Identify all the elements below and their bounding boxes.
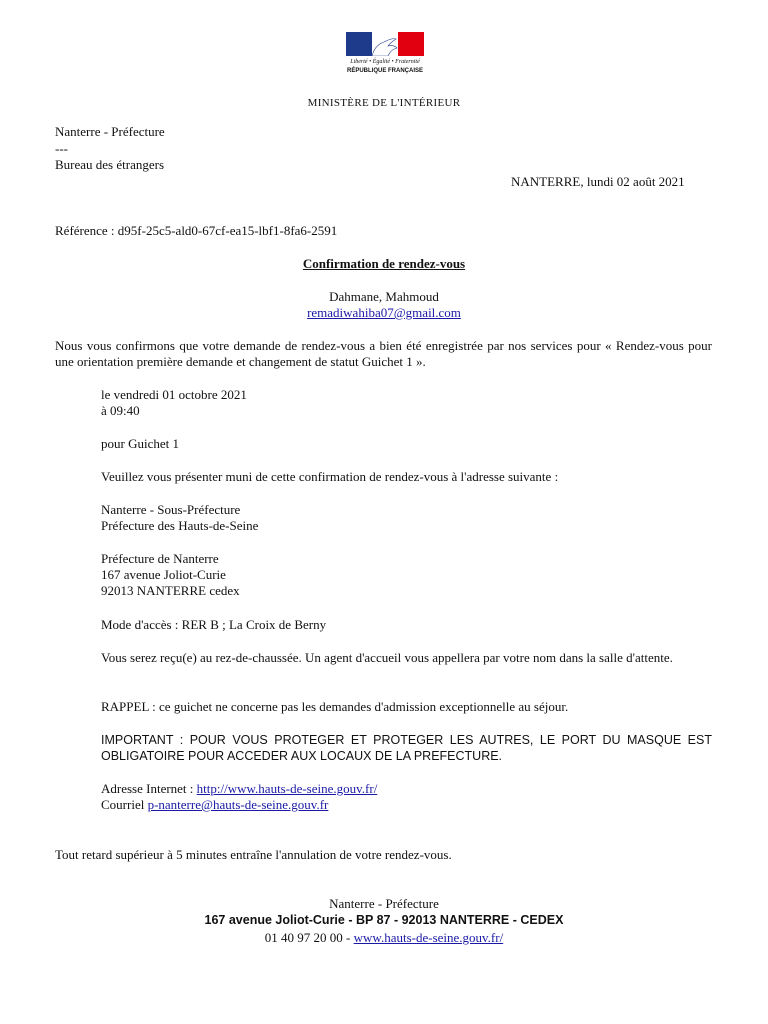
rappel-notice: RAPPEL : ce guichet ne concerne pas les demandes d'admission exceptionnelle au séjour.	[101, 699, 569, 714]
present-instruction: Veuillez vous présenter muni de cette confirmation de rendez-vous à l'adresse suivante :	[101, 469, 559, 484]
date-line: NANTERRE, lundi 02 août 2021	[511, 174, 685, 189]
reception-paragraph: Vous serez reçu(e) au rez-de-chaussée. Un agent d'accueil vous appellera par votre nom dans la salle d'attente.	[101, 650, 673, 665]
important-notice: IMPORTANT : POUR VOUS PROTEGER ET PROTEGER LES AUTRES, LE PORT DU MASQUE EST OBLIGATOIRE POUR ACCEDER AUX LOCAUX DE LA PREFECTURE.	[101, 733, 712, 763]
courriel-line	[101, 797, 328, 813]
access-info: Mode d'accès : RER B ; La Croix de Berny	[101, 617, 327, 632]
tricolor-flag	[346, 32, 424, 56]
sender-line-2: ---	[55, 141, 68, 156]
internet-line	[101, 781, 377, 797]
footer-contact	[0, 930, 768, 946]
address-line-3: 92013 NANTERRE cedex	[101, 583, 240, 598]
reference: Référence : d95f-25c5-ald0-67cf-ea15-lbf1-8fa6-2591	[55, 223, 338, 238]
marianne-logo	[344, 32, 426, 82]
place-line-1: Nanterre - Sous-Préfecture	[101, 502, 241, 517]
courriel-label: Courriel	[101, 797, 148, 812]
recipient-name: Dahmane, Mahmoud	[329, 289, 439, 304]
footer-line-1: Nanterre - Préfecture	[329, 896, 439, 911]
footer-phone: 01 40 97 20 00 -	[264, 930, 354, 945]
ministere-title: MINISTÈRE DE L'INTÉRIEUR	[307, 97, 461, 109]
sender-line-1: Nanterre - Préfecture	[55, 124, 165, 139]
marianne-profile-icon	[366, 34, 406, 56]
internet-link[interactable]: http://www.hauts-de-seine.gouv.fr/	[196, 781, 378, 796]
appointment-guichet: pour Guichet 1	[101, 436, 179, 451]
recipient-email-link[interactable]: remadiwahiba07@gmail.com	[307, 305, 461, 320]
document-title: Confirmation de rendez-vous	[302, 256, 466, 271]
intro-paragraph: Nous vous confirmons que votre demande de rendez-vous a bien été enregistrée par nos services pour « Rendez-vous pour une orientation première demande et changement de statut Guichet 1 ».	[55, 338, 712, 369]
retard-notice: Tout retard supérieur à 5 minutes entraîne l'annulation de votre rendez-vous.	[55, 847, 452, 862]
footer-address: 167 avenue Joliot-Curie - BP 87 - 92013 NANTERRE - CEDEX	[204, 913, 564, 927]
appointment-time: à 09:40	[101, 403, 140, 418]
sender-line-3: Bureau des étrangers	[55, 157, 165, 172]
logo-republique: RÉPUBLIQUE FRANÇAISE	[346, 68, 423, 74]
address-line-1: Préfecture de Nanterre	[101, 551, 219, 566]
place-line-2: Préfecture des Hauts-de-Seine	[101, 518, 259, 533]
logo-motto: Liberté • Égalité • Fraternité	[350, 59, 420, 65]
internet-label: Adresse Internet :	[101, 781, 197, 796]
footer-site-link[interactable]: www.hauts-de-seine.gouv.fr/	[353, 930, 504, 945]
courriel-link[interactable]: p-nanterre@hauts-de-seine.gouv.fr	[147, 797, 329, 812]
address-line-2: 167 avenue Joliot-Curie	[101, 567, 226, 582]
appointment-date: le vendredi 01 octobre 2021	[101, 387, 247, 402]
